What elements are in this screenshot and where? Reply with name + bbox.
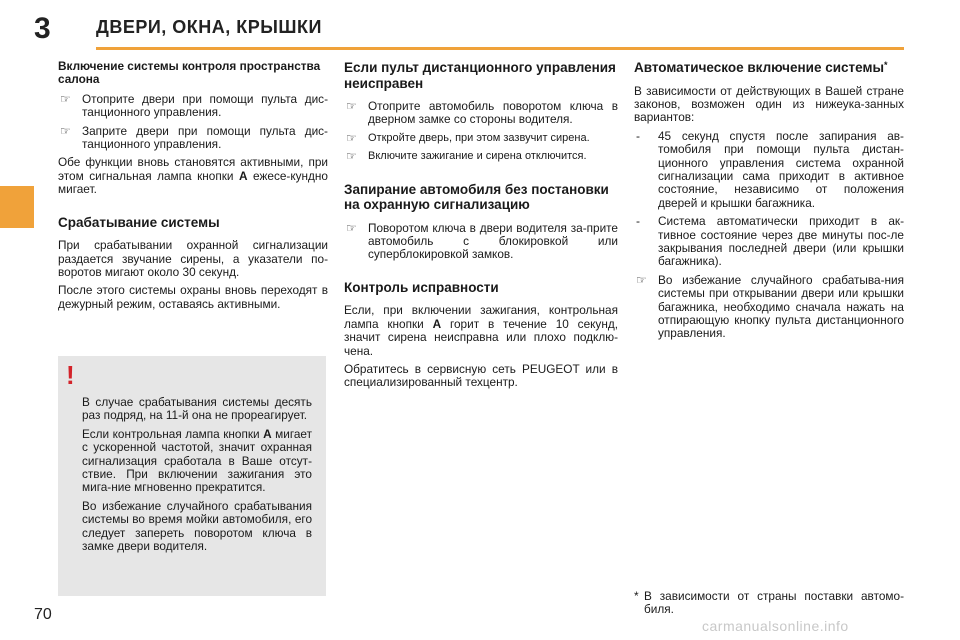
list-item-text: Во избежание случайного срабатыва-ния системы при открывании двери или крышки багажника, необходимо сначала нажать на отпирающую кнопку пульта дистанционного управления. xyxy=(658,272,904,341)
header-rule xyxy=(96,47,904,50)
list-item xyxy=(344,132,618,145)
warning-text xyxy=(82,396,312,558)
watermark: carmanualsonline.info xyxy=(702,618,849,634)
list-item xyxy=(58,93,328,120)
list-item xyxy=(634,215,904,269)
paragraph xyxy=(82,428,312,495)
heading-text: Автоматическое включение системы xyxy=(634,60,885,75)
list-item-text: Включите зажигание и сирена отключится. xyxy=(368,150,587,163)
list-item-text: Заприте двери при помощи пульта дис-танционного управления. xyxy=(82,123,328,152)
pointing-hand-icon: ☞ xyxy=(346,130,357,145)
list-item xyxy=(344,222,618,262)
paragraph-text: ежесе-кундно мигает. xyxy=(58,168,328,197)
footnote-mark: * xyxy=(634,589,639,603)
paragraph-text: Обе функции вновь становятся активными, при этом сигнальная лампа кнопки xyxy=(58,155,328,183)
paragraph-text: мигает с ускоренной частотой, значит охранная сигнализация сработала в Ваше отсут-ствие. При включении зажигания это мига-ние мгновенно прекратится. xyxy=(82,426,312,495)
heading-automatic-activation xyxy=(634,60,904,76)
heading-remote-faulty: Если пульт дистанционного управления неисправен xyxy=(344,60,616,91)
list-item-text: 45 секунд спустя после запирания ав-томобиля при помощи пульта дистан-ционного управления система охранной сигнализации сама приходит в активное состояние, независимо от положения дверей и крышки багажника. xyxy=(658,128,904,210)
warning-box xyxy=(58,356,326,596)
dash-marker: - xyxy=(636,214,640,229)
paragraph: После этого системы охраны вновь переходят в дежурный режим, оставаясь активными. xyxy=(58,283,328,311)
footnote-item xyxy=(634,590,904,617)
exclamation-warning-icon: ! xyxy=(66,360,75,390)
button-a-label: A xyxy=(239,168,248,183)
chapter-title: ДВЕРИ, ОКНА, КРЫШКИ xyxy=(96,17,322,37)
heading-cabin-monitoring: Включение системы контроля пространства салона xyxy=(58,59,321,87)
paragraph: При срабатывании охранной сигнализации раздается звучание сирены, а указатели по-воротов мигают около 30 секунд. xyxy=(58,238,328,279)
paragraph-text: Если, при включении зажигания, контрольная лампа кнопки xyxy=(344,303,618,331)
paragraph-text: Если контрольная лампа кнопки xyxy=(82,426,264,441)
pointing-hand-icon: ☞ xyxy=(60,123,71,138)
column-right xyxy=(634,60,904,346)
heading-function-check: Контроль исправности xyxy=(344,279,499,295)
paragraph: В зависимости от действующих в Вашей стране законов, возможен один из нижеука-занных вариантов: xyxy=(634,83,904,125)
list-item-text: Отоприте двери при помощи пульта дис-танционного управления. xyxy=(82,91,328,120)
pointing-hand-icon: ☞ xyxy=(346,149,357,164)
list-item xyxy=(344,150,618,163)
chapter-number: 3 xyxy=(34,12,51,45)
list-item-text: Система автоматически приходит в ак-тивное состояние через две минуты пос-ле закрывания последней двери (или крышки багажника). xyxy=(658,214,904,269)
footnote-text: В зависимости от страны поставки автомо-биля. xyxy=(644,589,904,617)
pointing-hand-icon: ☞ xyxy=(346,99,357,113)
button-a-label: A xyxy=(432,316,442,331)
list-item xyxy=(344,100,618,127)
paragraph: Во избежание случайного срабатывания системы во время мойки автомобиля, его следует запереть поворотом ключа в замке двери водителя. xyxy=(82,498,312,554)
list-item-text: Поворотом ключа в двери водителя за-прите автомобиль с блокировкой или суперблокировкой замков. xyxy=(368,220,618,262)
button-a-label: A xyxy=(263,426,272,441)
paragraph: Обратитесь в сервисную сеть PEUGEOT или в специализированный техцентр. xyxy=(344,361,618,390)
list-item-text: Отоприте автомобиль поворотом ключа в дверном замке со стороны водителя. xyxy=(368,99,618,127)
chapter-side-tab xyxy=(0,186,34,228)
heading-lock-without-alarm: Запирание автомобиля без постановки на охранную сигнализацию xyxy=(344,181,609,213)
pointing-hand-icon: ☞ xyxy=(346,220,357,235)
paragraph xyxy=(344,304,618,358)
column-middle xyxy=(344,60,618,395)
list-item xyxy=(634,274,904,341)
list-item xyxy=(58,125,328,152)
pointing-hand-icon: ☞ xyxy=(636,272,647,287)
dash-marker: - xyxy=(636,128,640,143)
footnote-mark: * xyxy=(884,60,888,70)
column-left xyxy=(58,60,328,316)
paragraph: В случае срабатывания системы десять раз подряд, на 11-й она не прореагирует. xyxy=(82,395,312,423)
list-item xyxy=(634,130,904,210)
list-item-text: Откройте дверь, при этом зазвучит сирена. xyxy=(368,131,590,144)
paragraph-text: горит в течение 10 секунд, значит сирена неисправна или плохо подклю-чена. xyxy=(344,316,619,358)
paragraph xyxy=(58,156,328,196)
pointing-hand-icon: ☞ xyxy=(60,91,71,106)
page-number: 70 xyxy=(34,606,52,623)
heading-system-triggering: Срабатывание системы xyxy=(58,214,220,230)
